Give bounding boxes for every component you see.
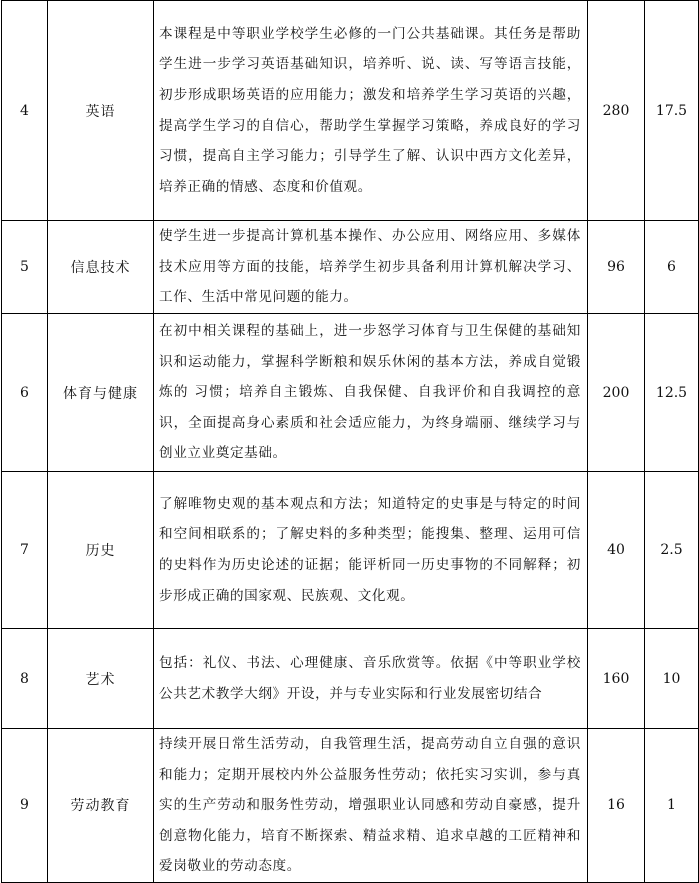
course-hours: 96 <box>588 221 645 314</box>
course-credits: 10 <box>645 629 699 729</box>
course-name: 体育与健康 <box>48 314 154 472</box>
course-hours: 160 <box>588 629 645 729</box>
course-name: 英语 <box>48 1 154 221</box>
course-name: 艺术 <box>48 629 154 729</box>
course-description: 在初中相关课程的基础上，进一步怒学习体育与卫生保健的基础知识和运动能力，掌握科学断粮和娱乐休闲的基本方法，养成自觉锻炼的 习惯；培养自主锻炼、自我保健、自我评价和自我调控的意识，全面提高身心素质和社会适应能力，为终身端丽、继续学习与创业立业奠定基础。 <box>154 314 588 472</box>
course-hours: 200 <box>588 314 645 472</box>
course-name: 信息技术 <box>48 221 154 314</box>
row-number: 9 <box>2 729 48 883</box>
row-number: 6 <box>2 314 48 472</box>
course-description: 持续开展日常生活劳动，自我管理生活，提高劳动自立自强的意识和能力；定期开展校内外公益服务性劳动；依托实习实训，参与真实的生产劳动和服务性劳动，增强职业认同感和劳动自豪感，提升创意物化能力，培育不断探索、精益求精、追求卓越的工匠精神和爱岗敬业的劳动态度。 <box>154 729 588 883</box>
course-credits: 12.5 <box>645 314 699 472</box>
table-row <box>2 472 699 629</box>
course-description: 了解唯物史观的基本观点和方法；知道特定的史事是与特定的时间和空间相联系的；了解史料的多种类型；能搜集、整理、运用可信的史料作为历史论述的证据；能评析同一历史事物的不同解释；初步形成正确的国家观、民族观、文化观。 <box>154 472 588 629</box>
course-name: 劳动教育 <box>48 729 154 883</box>
course-description: 包括：礼仪、书法、心理健康、音乐欣赏等。依据《中等职业学校公共艺术教学大纲》开设，并与专业实际和行业发展密切结合 <box>154 629 588 729</box>
course-description: 本课程是中等职业学校学生必修的一门公共基础课。其任务是帮助学生进一步学习英语基础知识，培养听、说、读、写等语言技能，初步形成职场英语的应用能力；激发和培养学生学习英语的兴趣，提高学生学习的自信心，帮助学生掌握学习策略，养成良好的学习习惯，提高自主学习能力；引导学生了解、认识中西方文化差异，培养正确的情感、态度和价值观。 <box>154 1 588 221</box>
course-table <box>1 0 699 883</box>
row-number: 5 <box>2 221 48 314</box>
course-credits: 1 <box>645 729 699 883</box>
course-credits: 6 <box>645 221 699 314</box>
table-row <box>2 314 699 472</box>
row-number: 4 <box>2 1 48 221</box>
table-row <box>2 1 699 221</box>
course-name: 历史 <box>48 472 154 629</box>
course-hours: 16 <box>588 729 645 883</box>
table-row <box>2 221 699 314</box>
course-hours: 280 <box>588 1 645 221</box>
row-number: 8 <box>2 629 48 729</box>
table-row <box>2 629 699 729</box>
course-description: 使学生进一步提高计算机基本操作、办公应用、网络应用、多媒体技术应用等方面的技能，培养学生初步具备利用计算机解决学习、工作、生活中常见问题的能力。 <box>154 221 588 314</box>
course-credits: 17.5 <box>645 1 699 221</box>
row-number: 7 <box>2 472 48 629</box>
course-credits: 2.5 <box>645 472 699 629</box>
course-hours: 40 <box>588 472 645 629</box>
table-row <box>2 729 699 883</box>
